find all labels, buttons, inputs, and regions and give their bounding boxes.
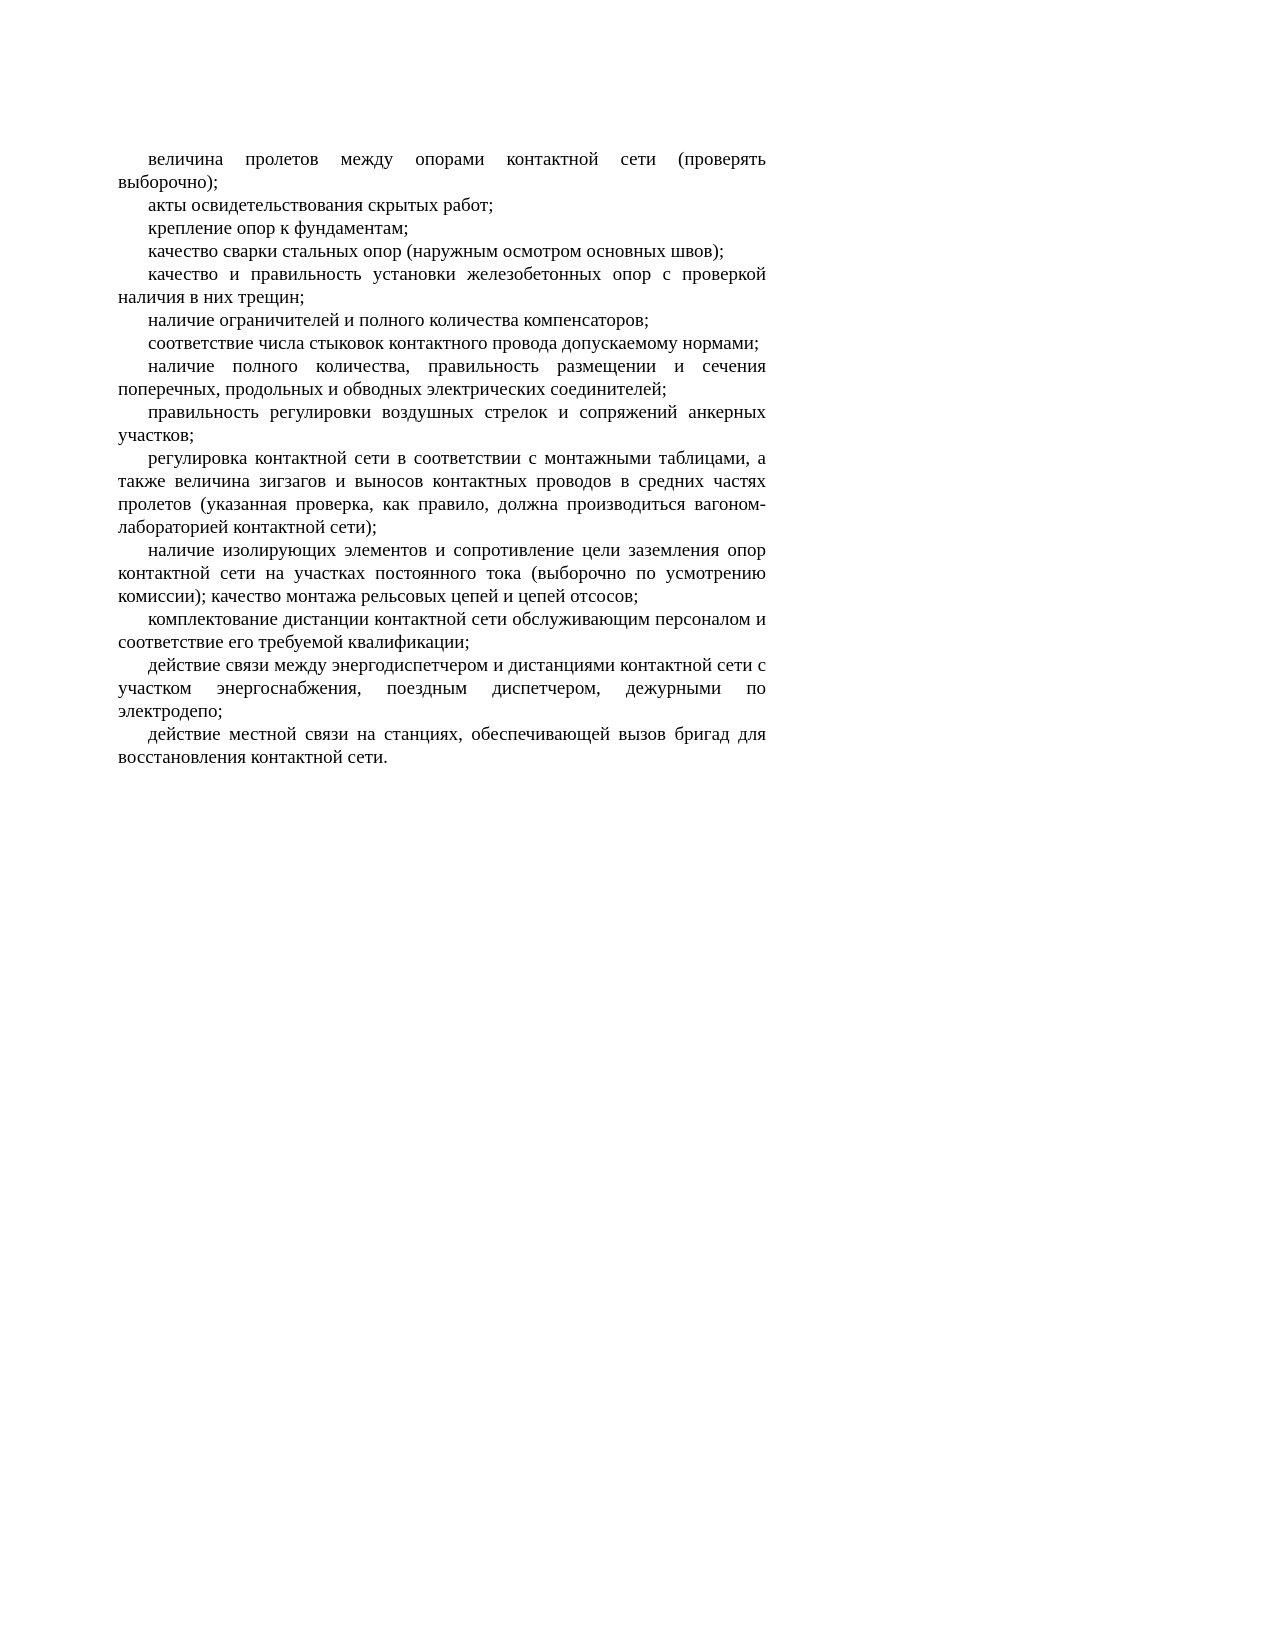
- paragraph: действие связи между энергодиспетчером и дистанциями контактной сети с участком энергоснабжения, поездным диспетчером, дежурными по электродепо;: [118, 655, 766, 722]
- document-body: [118, 148, 766, 769]
- paragraph: наличие ограничителей и полного количества компенсаторов;: [148, 310, 650, 331]
- paragraph: наличие полного количества, правильность размещении и сечения поперечных, продольных и обводных электрических соединителей;: [118, 356, 766, 400]
- paragraph: правильность регулировки воздушных стрелок и сопряжений анкерных участков;: [118, 402, 766, 446]
- paragraph: наличие изолирующих элементов и сопротивление цели заземления опор контактной сети на участках постоянного тока (выборочно по усмотрению комиссии); качество монтажа рельсовых цепей и цепей отсосов;: [118, 540, 766, 607]
- paragraph: соответствие числа стыковок контактного провода допускаемому нормами;: [148, 333, 760, 354]
- paragraph: качество сварки стальных опор (наружным осмотром основных швов);: [148, 241, 725, 262]
- paragraph: величина пролетов между опорами контактной сети (проверять выборочно);: [118, 149, 766, 193]
- paragraph: регулировка контактной сети в соответствии с монтажными таблицами, а также величина зигзагов и выносов контактных проводов в средних частях пролетов (указанная проверка, как правило, должна производиться вагоном-лабораторией контактной сети);: [118, 448, 766, 538]
- paragraph: качество и правильность установки железобетонных опор с проверкой наличия в них трещин;: [118, 264, 766, 308]
- paragraph: действие местной связи на станциях, обеспечивающей вызов бригад для восстановления контактной сети.: [118, 724, 766, 768]
- paragraph: акты освидетельствования скрытых работ;: [148, 195, 494, 216]
- paragraph: крепление опор к фундаментам;: [148, 218, 409, 239]
- paragraph: комплектование дистанции контактной сети обслуживающим персоналом и соответствие его требуемой квалификации;: [118, 609, 766, 653]
